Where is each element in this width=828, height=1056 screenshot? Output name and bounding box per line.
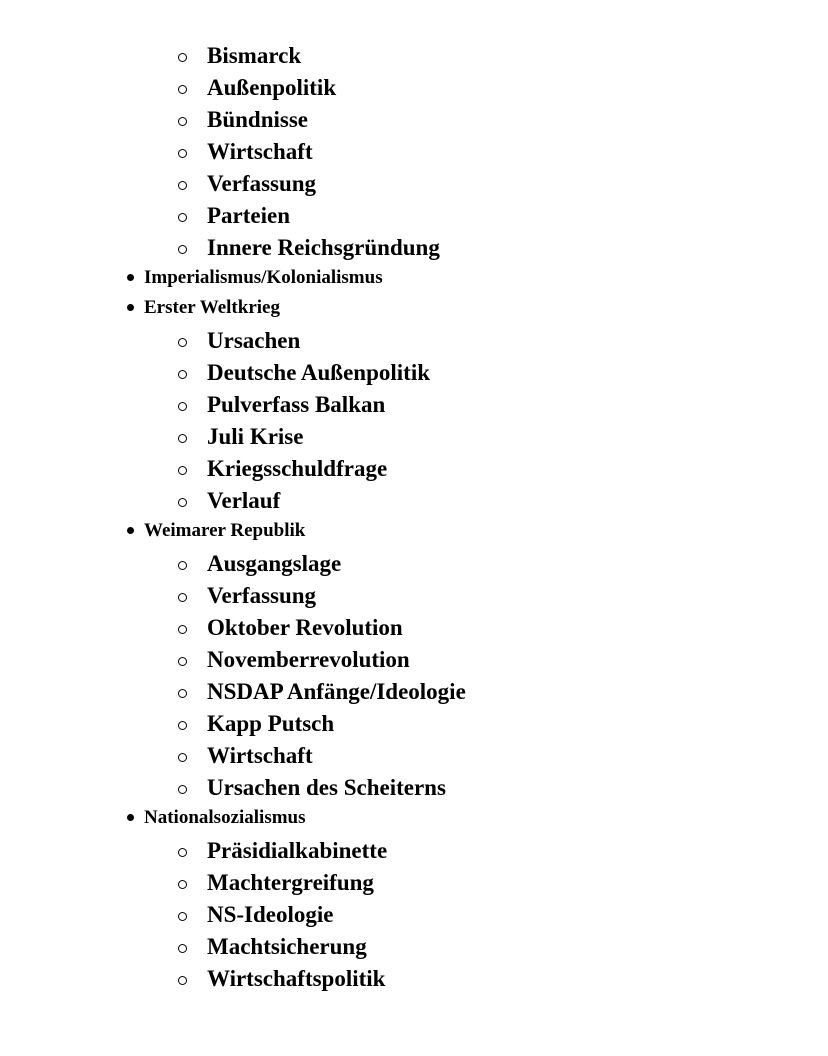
circle-bullet-icon — [178, 625, 187, 634]
circle-bullet-icon — [178, 245, 187, 254]
circle-bullet-icon — [178, 848, 187, 857]
circle-bullet-icon — [178, 117, 187, 126]
circle-bullet-icon — [178, 721, 187, 730]
circle-bullet-icon — [178, 434, 187, 443]
circle-bullet-icon — [178, 912, 187, 921]
circle-bullet-icon — [178, 338, 187, 347]
circle-bullet-icon — [178, 976, 187, 985]
circle-bullet-icon — [178, 402, 187, 411]
circle-bullet-icon — [178, 561, 187, 570]
circle-bullet-icon — [178, 85, 187, 94]
circle-bullet-icon — [178, 213, 187, 222]
circle-bullet-icon — [178, 149, 187, 158]
circle-bullet-icon — [178, 53, 187, 62]
circle-bullet-icon — [178, 498, 187, 507]
circle-bullet-icon — [178, 657, 187, 666]
circle-bullet-icon — [178, 466, 187, 475]
circle-bullet-icon — [178, 370, 187, 379]
circle-bullet-icon — [178, 785, 187, 794]
circle-bullet-icon — [178, 181, 187, 190]
disc-bullet-icon — [127, 274, 134, 281]
disc-bullet-icon — [127, 304, 134, 311]
circle-bullet-icon — [178, 593, 187, 602]
circle-bullet-icon — [178, 880, 187, 889]
document-page: Bismarck Außenpolitik Bündnisse Wirtschaft Verfassung Parteien Innere Reichsgründung Imperialismus/Kolonialismus Erster Weltkrieg Ursachen Deutsche Außenpolitik Pulverfass Balkan Juli Krise Kriegsschuldfrage Verlauf Weimarer Republik Ausgangslage Verfassung Oktober Revolution Novemberrevolution NSDAP Anfänge/Ideologie Kapp Putsch Wirtschaft Ursachen des Scheiterns Nationalsozialismus Präsidialkabinette Machtergreifung NS-Ideologie Machtsicherung Wirtschaftspolitik — [0, 0, 828, 1056]
circle-bullet-icon — [178, 753, 187, 762]
circle-bullet-icon — [178, 944, 187, 953]
disc-bullet-icon — [127, 814, 134, 821]
circle-bullet-icon — [178, 689, 187, 698]
disc-bullet-icon — [127, 527, 134, 534]
